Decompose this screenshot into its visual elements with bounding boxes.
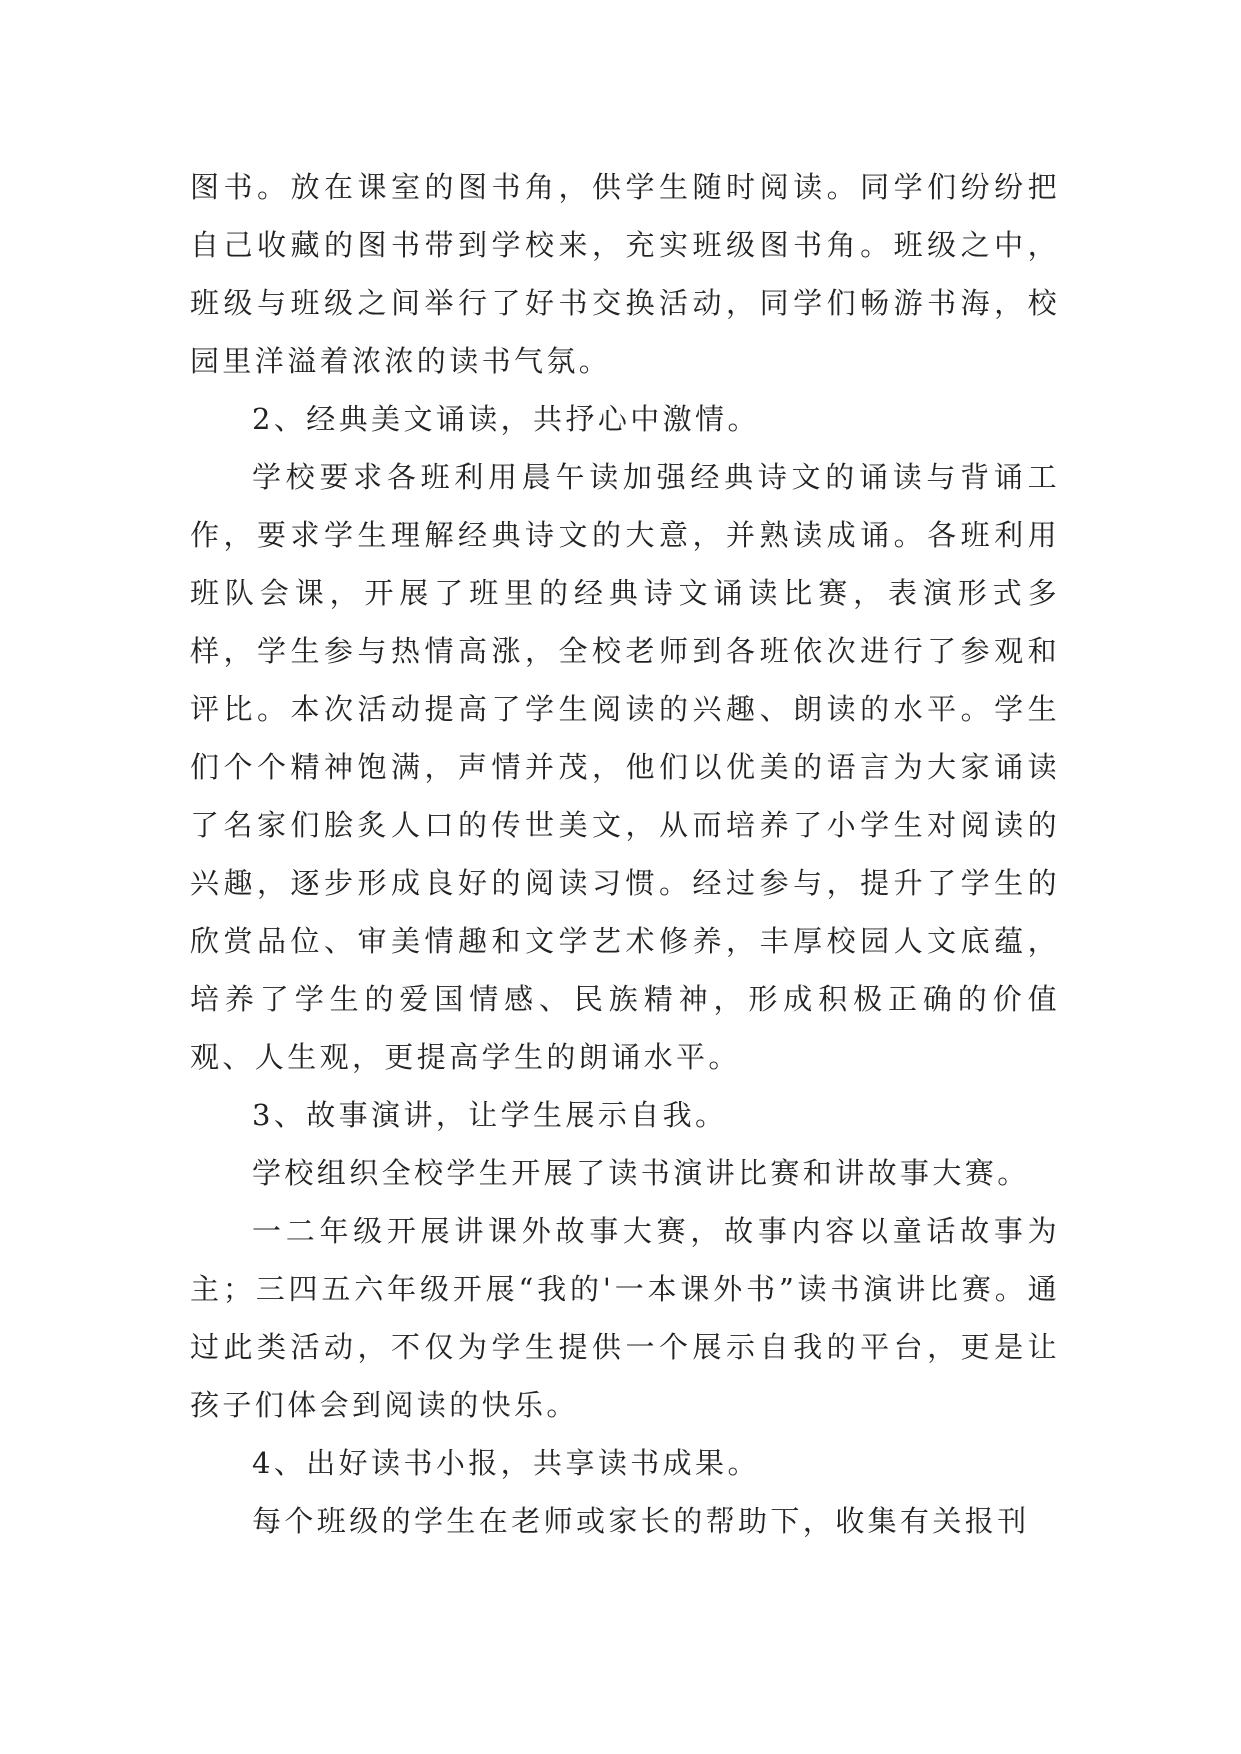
body-text	[190, 158, 1060, 1550]
paragraph-classic-reading: 学校要求各班利用晨午读加强经典诗文的诵读与背诵工作，要求学生理解经典诗文的大意，并熟读成诵。各班利用班队会课，开展了班里的经典诗文诵读比赛，表演形式多样，学生参与热情高涨，全校老师到各班依次进行了参观和评比。本次活动提高了学生阅读的兴趣、朗读的水平。学生们个个精神饱满，声情并茂，他们以优美的语言为大家诵读了名家们脍炙人口的传世美文，从而培养了小学生对阅读的兴趣，逐步形成良好的阅读习惯。经过参与，提升了学生的欣赏品位、审美情趣和文学艺术修养，丰厚校园人文底蕴，培养了学生的爱国情感、民族精神，形成积极正确的价值观、人生观，更提高学生的朗诵水平。	[190, 460, 1060, 1074]
heading-story-speech: 3、故事演讲，让学生展示自我。	[252, 1098, 728, 1132]
paragraph-story-contest: 一二年级开展讲课外故事大赛，故事内容以童话故事为主；三四五六年级开展“我的'一本课外书”读书演讲比赛。通过此类活动，不仅为学生提供一个展示自我的平台，更是让孩子们体会到阅读的快乐。	[190, 1214, 1060, 1422]
paragraph-speech-contest: 学校组织全校学生开展了读书演讲比赛和讲故事大赛。	[252, 1156, 1030, 1190]
heading-classic-reading: 2、经典美文诵读，共抒心中激情。	[252, 402, 760, 436]
paragraph-reading-newspaper: 每个班级的学生在老师或家长的帮助下，收集有关报刊	[252, 1504, 1030, 1538]
heading-reading-newspaper: 4、出好读书小报，共享读书成果。	[252, 1446, 760, 1480]
paragraph-book-corner: 图书。放在课室的图书角，供学生随时阅读。同学们纷纷把自己收藏的图书带到学校来，充实班级图书角。班级之中，班级与班级之间举行了好书交换活动，同学们畅游书海，校园里洋溢着浓浓的读书气氛。	[190, 170, 1060, 378]
